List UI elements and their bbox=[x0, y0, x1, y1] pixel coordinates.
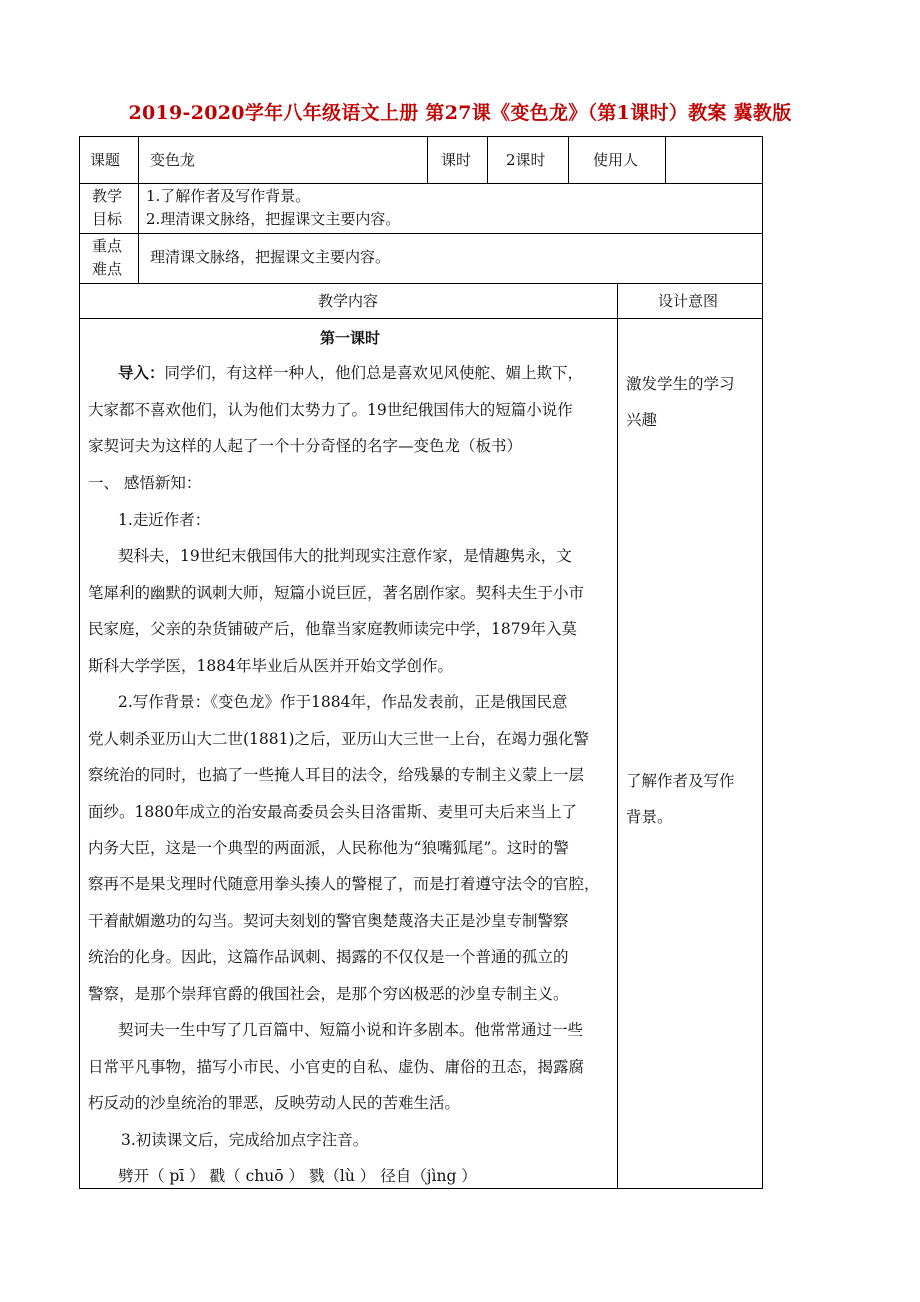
subsection-heading: 1.走近作者： bbox=[118, 511, 211, 529]
col-divider bbox=[617, 283, 618, 1188]
key-points-label-line1: 重点 bbox=[92, 237, 123, 255]
intent-column-header: 设计意图 bbox=[658, 292, 719, 310]
period-value: 2课时 bbox=[506, 151, 546, 169]
design-note-line: 激发学生的学习 bbox=[626, 375, 735, 393]
design-note bbox=[626, 366, 735, 438]
lesson-line: 斯科大学学医，1884年毕业后从医并开始文学创作。 bbox=[88, 657, 453, 675]
content-column-header: 教学内容 bbox=[318, 292, 379, 310]
document-title: 2019-2020学年八年级语文上册 第27课《变色龙》（第1课时）教案 冀教版 bbox=[128, 102, 792, 124]
design-note-line: 了解作者及写作 bbox=[626, 772, 735, 790]
row-divider bbox=[79, 283, 763, 284]
pinyin-exercise: 劈开（ pī ） 戳（ chuō ） 戮（lù ） 径自（jìng ） bbox=[118, 1167, 477, 1185]
goals-label-line1: 教学 bbox=[92, 187, 123, 205]
key-points-label-line2: 难点 bbox=[92, 260, 123, 278]
lesson-line: 内务大臣，这是一个典型的两面派，人民称他为“狼嘴狐尾”。这时的警 bbox=[88, 839, 569, 857]
lesson-line: 家契诃夫为这样的人起了一个十分奇怪的名字—变色龙（板书） bbox=[88, 437, 523, 455]
user-label: 使用人 bbox=[593, 151, 639, 169]
lesson-line: 朽反动的沙皇统治的罪恶，反映劳动人民的苦难生活。 bbox=[88, 1094, 461, 1112]
col-divider bbox=[665, 136, 666, 183]
goals-label-line2: 目标 bbox=[92, 210, 123, 228]
table-border-top bbox=[79, 136, 763, 137]
topic-value: 变色龙 bbox=[150, 151, 196, 169]
intro-label: 导入： bbox=[118, 363, 165, 382]
col-divider bbox=[568, 136, 569, 183]
key-points-text: 理清课文脉络，把握课文主要内容。 bbox=[150, 248, 391, 266]
lesson-line: 日常平凡事物，描写小市民、小官吏的自私、虚伪、庸俗的丑态，揭露腐 bbox=[88, 1058, 585, 1076]
section-heading: 一、 感悟新知： bbox=[88, 474, 202, 492]
topic-label: 课题 bbox=[90, 151, 121, 169]
lesson-line: 笔犀利的幽默的讽刺大师，短篇小说巨匠，著名剧作家。契科夫生于小市 bbox=[88, 584, 585, 602]
lesson-line: 察再不是果戈理时代随意用拳头揍人的警棍了，而是打着遵守法令的官腔， bbox=[88, 875, 600, 893]
intro-text: 同学们，有这样一种人，他们总是喜欢见风使舵、媚上欺下， bbox=[164, 364, 584, 382]
table-border-bottom bbox=[79, 1188, 763, 1189]
lesson-line: 大家都不喜欢他们，认为他们太势力了。19世纪俄国伟大的短篇小说作 bbox=[88, 401, 573, 419]
lesson-line: 面纱。1880年成立的治安最高委员会头目洛雷斯、麦里可夫后来当上了 bbox=[88, 803, 577, 821]
subsection-heading: 3.初读课文后，完成给加点字注音。 bbox=[121, 1131, 369, 1149]
design-note-line: 兴趣 bbox=[626, 411, 658, 429]
lesson-line: 契诃夫一生中写了几百篇中、短篇小说和许多剧本。他常常通过一些 bbox=[118, 1021, 584, 1039]
period-label: 课时 bbox=[441, 151, 472, 169]
row-divider bbox=[79, 183, 763, 184]
row-divider bbox=[79, 318, 763, 319]
intro-paragraph bbox=[118, 361, 646, 383]
lesson-line: 察统治的同时，也搞了一些掩人耳目的法令，给残暴的专制主义蒙上一层 bbox=[88, 766, 585, 784]
row-divider bbox=[79, 233, 763, 234]
table-border-right bbox=[762, 136, 763, 1189]
col-divider bbox=[487, 136, 488, 183]
lesson-line: 契科夫，19世纪末俄国伟大的批判现实注意作家，是情趣隽永，文 bbox=[118, 547, 572, 565]
col-divider bbox=[138, 136, 139, 283]
design-note-line: 背景。 bbox=[626, 808, 673, 826]
lesson-line: 统治的化身。因此，这篇作品讽刺、揭露的不仅仅是一个普通的孤立的 bbox=[88, 948, 569, 966]
lesson-line: 干着献媚邀功的勾当。契诃夫刻划的警官奥楚蔑洛夫正是沙皇专制警察 bbox=[88, 912, 569, 930]
lesson-line: 警察，是那个崇拜官爵的俄国社会，是那个穷凶极恶的沙皇专制主义。 bbox=[88, 985, 569, 1003]
goal-item: 2.理清课文脉络，把握课文主要内容。 bbox=[146, 210, 401, 228]
lesson-heading: 第一课时 bbox=[320, 329, 381, 347]
design-note bbox=[626, 763, 735, 835]
lesson-line: 党人刺杀亚历山大二世(1881)之后，亚历山大三世一上台，在竭力强化警 bbox=[88, 730, 590, 748]
lesson-line: 2.写作背景：《变色龙》作于1884年，作品发表前，正是俄国民意 bbox=[118, 693, 568, 711]
table-border-left bbox=[79, 136, 80, 1189]
lesson-line: 民家庭，父亲的杂货铺破产后，他靠当家庭教师读完中学，1879年入莫 bbox=[88, 620, 577, 638]
goal-item: 1.了解作者及写作背景。 bbox=[146, 187, 311, 205]
col-divider bbox=[427, 136, 428, 183]
